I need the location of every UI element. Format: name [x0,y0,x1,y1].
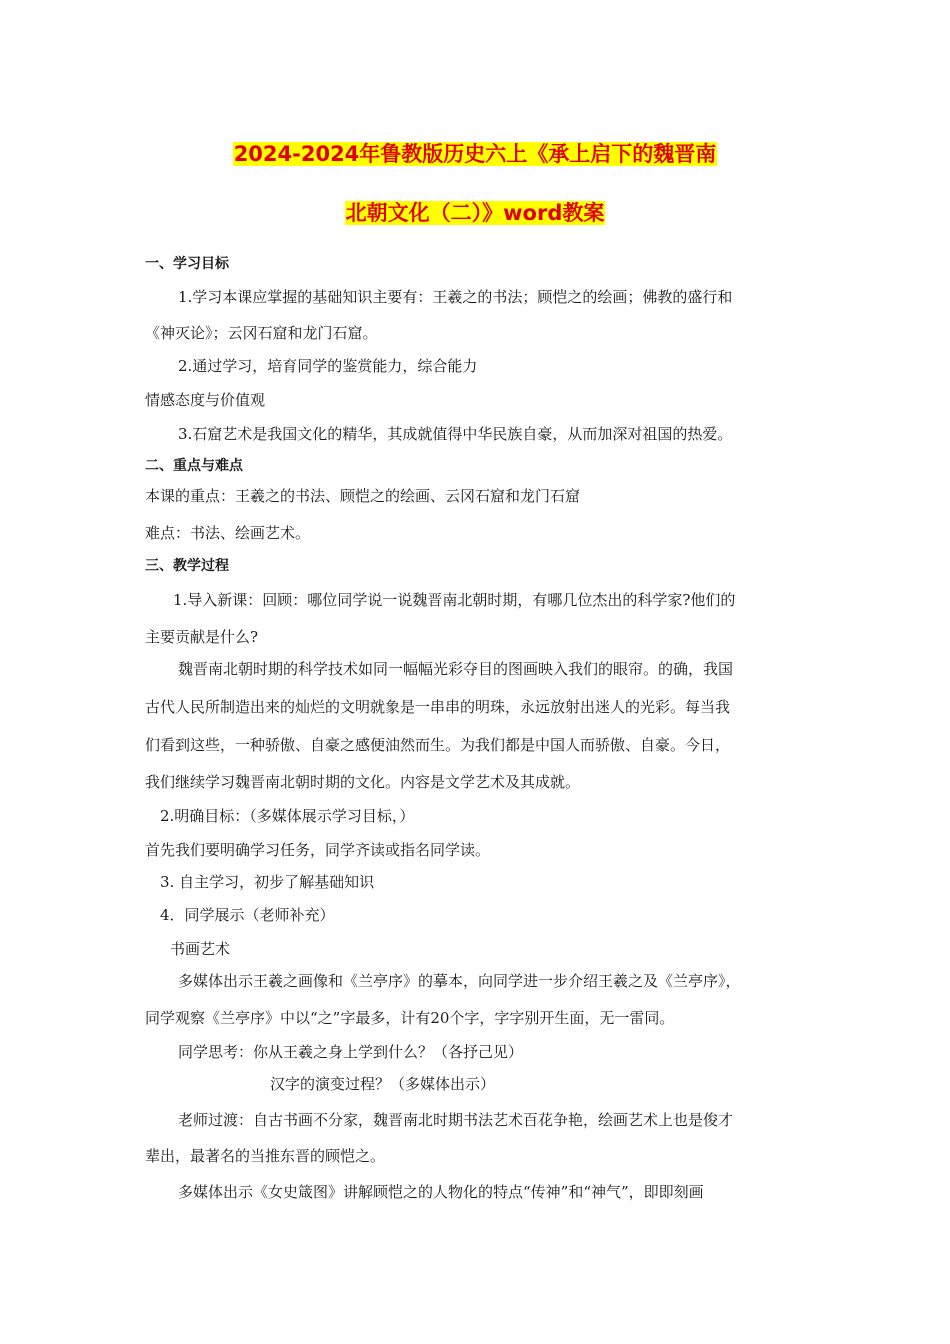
paragraph-line: 辈出，最著名的当推东晋的顾恺之。 [145,1147,386,1165]
section-heading-objectives: 一、学习目标 [145,256,229,272]
paragraph-line: 4．同学展示（老师补充） [160,906,335,924]
paragraph-line: 多媒体出示王羲之画像和《兰亭序》的摹本，向同学进一步介绍王羲之及《兰亭序》， [178,972,741,990]
paragraph-line: 2.通过学习，培育同学的鉴赏能力，综合能力 [178,357,478,375]
paragraph-line: 汉字的演变过程？（多媒体出示） [270,1075,496,1093]
paragraph-line: 情感态度与价值观 [145,391,266,409]
paragraph-line: 本课的重点：王羲之的书法、顾恺之的绘画、云冈石窟和龙门石窟 [145,487,581,505]
section-heading-teaching-process: 三、教学过程 [145,558,229,574]
paragraph-line: 难点：书法、绘画艺术。 [145,524,311,542]
paragraph-line: 3.石窟艺术是我国文化的精华，其成就值得中华民族自豪，从而加深对祖国的热爱。 [178,425,733,443]
section-heading-key-points: 二、重点与难点 [145,458,243,474]
paragraph-line: 同学思考：你从王羲之身上学到什么？（各抒己见） [178,1043,524,1061]
document-title-line-2: 北朝文化（二）》word教案 [345,201,605,225]
paragraph-line: 魏晋南北朝时期的科学技术如同一幅幅光彩夺目的图画映入我们的眼帘。的确，我国 [178,660,734,678]
paragraph-line: 首先我们要明确学习任务，同学齐读或指名同学读。 [145,841,491,859]
paragraph-line: 古代人民所制造出来的灿烂的文明就象是一串串的明珠，永远放射出迷人的光彩。每当我 [145,698,731,716]
paragraph-line: 多媒体出示《女史箴图》讲解顾恺之的人物化的特点“传神”和“神气”，即即刻画 [178,1183,704,1201]
paragraph-line: 1.导入新课：回顾：哪位同学说一说魏晋南北朝时期，有哪几位杰出的科学家?他们的 [173,591,736,609]
paragraph-line: 1.学习本课应掌握的基础知识主要有：王羲之的书法；顾恺之的绘画；佛教的盛行和 [178,288,733,306]
paragraph-line: 主要贡献是什么? [145,628,259,646]
paragraph-line: 2.明确目标：（多媒体展示学习目标，） [160,807,415,825]
paragraph-line: 我们继续学习魏晋南北朝时期的文化。内容是文学艺术及其成就。 [145,773,581,791]
paragraph-line: 们看到这些，一种骄傲、自豪之感便油然而生。为我们都是中国人而骄傲、自豪。今日， [145,736,731,754]
paragraph-line: 同学观察《兰亭序》中以“之”字最多，计有20个字，字字别开生面，无一雷同。 [145,1009,675,1027]
paragraph-line: 老师过渡：自古书画不分家，魏晋南北时期书法艺术百花争艳，绘画艺术上也是俊才 [178,1111,734,1129]
paragraph-line: 3. 自主学习，初步了解基础知识 [160,873,375,891]
paragraph-line: 书画艺术 [170,940,231,958]
paragraph-line: 《神灭论》；云冈石窟和龙门石窟。 [145,324,378,342]
document-title-line-1: 2024-2024年鲁教版历史六上《承上启下的魏晋南 [233,142,717,166]
